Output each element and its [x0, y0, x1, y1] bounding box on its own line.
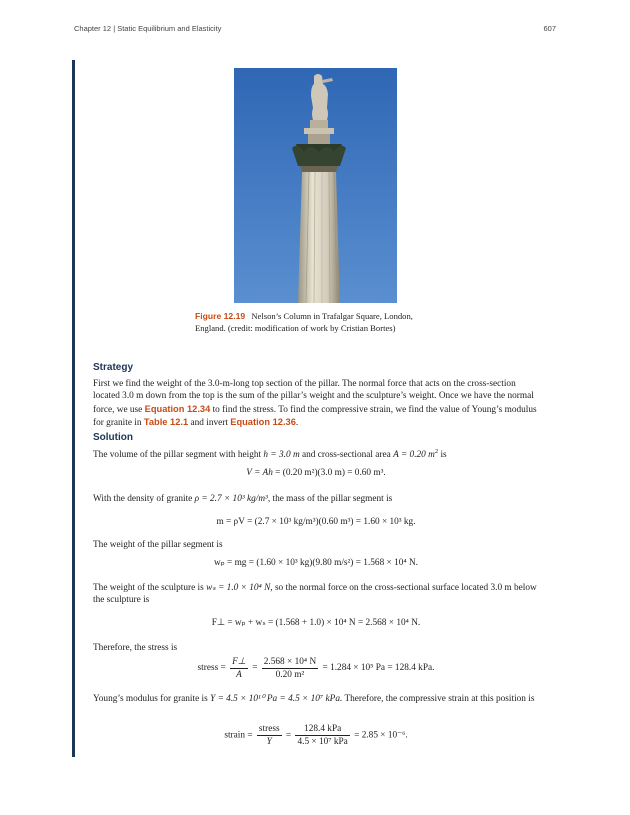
strategy-text-2: to find the stress. To find the compressive strain, we find the value of Young’s modulus for granite in [93, 404, 537, 429]
solution-p6 [93, 693, 539, 705]
figure-caption [195, 311, 445, 334]
example-sidebar-rule [72, 60, 75, 757]
link-equation-12-34[interactable]: Equation 12.34 [144, 403, 211, 414]
solution-p2-end: the mass of the pillar segment is [272, 494, 393, 504]
strain-frac-den: Y [266, 737, 272, 747]
chapter-title: Chapter 12 | Static Equilibrium and Elasticity [74, 24, 222, 33]
solution-p4-end: so the normal force on the cross-sectional surface located 3.0 m below the sculpture is [93, 583, 537, 606]
strategy-paragraph [93, 378, 539, 430]
solution-p4-ws: wₛ = 1.0 × 10⁴ N, [206, 583, 273, 593]
equation-stress-fraction-2 [262, 657, 318, 680]
solution-p6-youngs-modulus: Y = 4.5 × 10¹⁰ Pa = 4.5 × 10⁷ kPa. [210, 694, 343, 704]
solution-p1-text: The volume of the pillar segment with height [93, 450, 262, 460]
stress-frac-num: F⊥ [232, 657, 246, 667]
solution-p4 [93, 582, 539, 607]
link-equation-12-36[interactable]: Equation 12.36 [230, 417, 296, 428]
stress-frac2-den: 0.20 m² [275, 669, 305, 680]
page-number: 607 [543, 24, 556, 33]
equation-stress-fraction-1 [230, 656, 248, 680]
equation-strain-fraction-2 [295, 724, 349, 747]
equation-strain-fraction-1 [257, 724, 282, 747]
solution-p1-mid: and cross-sectional area [301, 450, 391, 460]
solution-heading: Solution [93, 432, 133, 443]
equation-stress: stress = $\frac{F\perp}{A}$ = $\frac{\text{2.568 × 10⁴ N}}{\text{0.20 m²}}$ = 1.284 × 10⁵ Pa = 128.4 kPa. [197, 656, 435, 680]
solution-p1-area: A = 0.20 m [393, 450, 435, 460]
equation-strain-lhs: strain = [224, 730, 253, 741]
strategy-text-3: and invert [190, 418, 228, 429]
stress-frac2-num: 2.568 × 10⁴ N [263, 656, 317, 667]
solution-p6-text: Young’s modulus for granite is [93, 694, 208, 704]
solution-p2 [93, 493, 539, 505]
equation-strain-rhs: = 2.85 × 10⁻⁶. [354, 730, 408, 741]
solution-p1: The volume of the pillar segment with height h = 3.0 m and cross-sectional area A = 0.20 $m^2$ is [93, 448, 447, 460]
equation-strain: strain = $\frac{\text{stress}}{Y}$ = $\frac{\text{128.4 kPa}}{\text{4.5 × 10⁷ kPa}}$ = 2.85 × 10⁻⁶. [224, 724, 408, 747]
strain-frac-num: stress [258, 724, 280, 734]
strain-frac2-den: 4.5 × 10⁷ kPa [297, 737, 348, 747]
solution-p4-text: The weight of the sculpture is [93, 583, 204, 593]
page-header [74, 24, 556, 33]
equation-pillar-weight: wₚ = mg = (1.60 × 10³ kg)(9.80 m/s²) = 1.568 × 10⁴ N. [213, 558, 419, 568]
equation-stress-lhs: stress = [197, 663, 226, 674]
figure-label: Figure 12.19 [195, 311, 246, 321]
column-illustration [234, 68, 397, 303]
figure-caption-text: Nelson’s Column in Trafalgar Square, London, England. (credit: modification of work by Cristian Bortes) [195, 311, 413, 333]
stress-frac-den: A [236, 670, 242, 680]
equation-volume-rhs: = (0.20 m²)(3.0 m) = 0.60 m³. [275, 468, 386, 478]
strain-frac2-num: 128.4 kPa [295, 724, 349, 736]
solution-p6-end: Therefore, the compressive strain at this position is [344, 694, 535, 704]
strategy-text-4: . [295, 418, 299, 429]
equation-volume [93, 468, 539, 478]
strategy-text-1: First we find the weight of the 3.0-m-long top section of the pillar. The normal force that acts on the cross-section located 3.0 m down from the top is the sum of the pillar’s weight and the sculpture’s weight. Once we have the normal force, we use [93, 379, 534, 415]
equation-volume-lhs: V = Ah [246, 468, 273, 478]
solution-p5: Therefore, the stress is [93, 643, 178, 653]
solution-p1-end: is [440, 450, 447, 460]
figure-photo-nelsons-column [234, 68, 397, 303]
equation-stress-rhs: = 1.284 × 10⁵ Pa = 128.4 kPa. [322, 663, 435, 674]
strategy-heading: Strategy [93, 362, 134, 373]
solution-p2-text: With the density of granite [93, 494, 193, 504]
solution-p2-density: ρ = 2.7 × 10³ kg/m³, [194, 494, 271, 504]
solution-p1-h: h = 3.0 m [263, 450, 300, 460]
equation-mass: m = ρV = (2.7 × 10³ kg/m³)(0.60 m³) = 1.60 × 10³ kg. [216, 517, 416, 527]
equation-normal-force: F⊥ = wₚ + wₛ = (1.568 + 1.0) × 10⁴ N = 2.568 × 10⁴ N. [211, 618, 421, 628]
link-table-12-1[interactable]: Table 12.1 [143, 417, 189, 428]
solution-p3: The weight of the pillar segment is [93, 540, 223, 550]
